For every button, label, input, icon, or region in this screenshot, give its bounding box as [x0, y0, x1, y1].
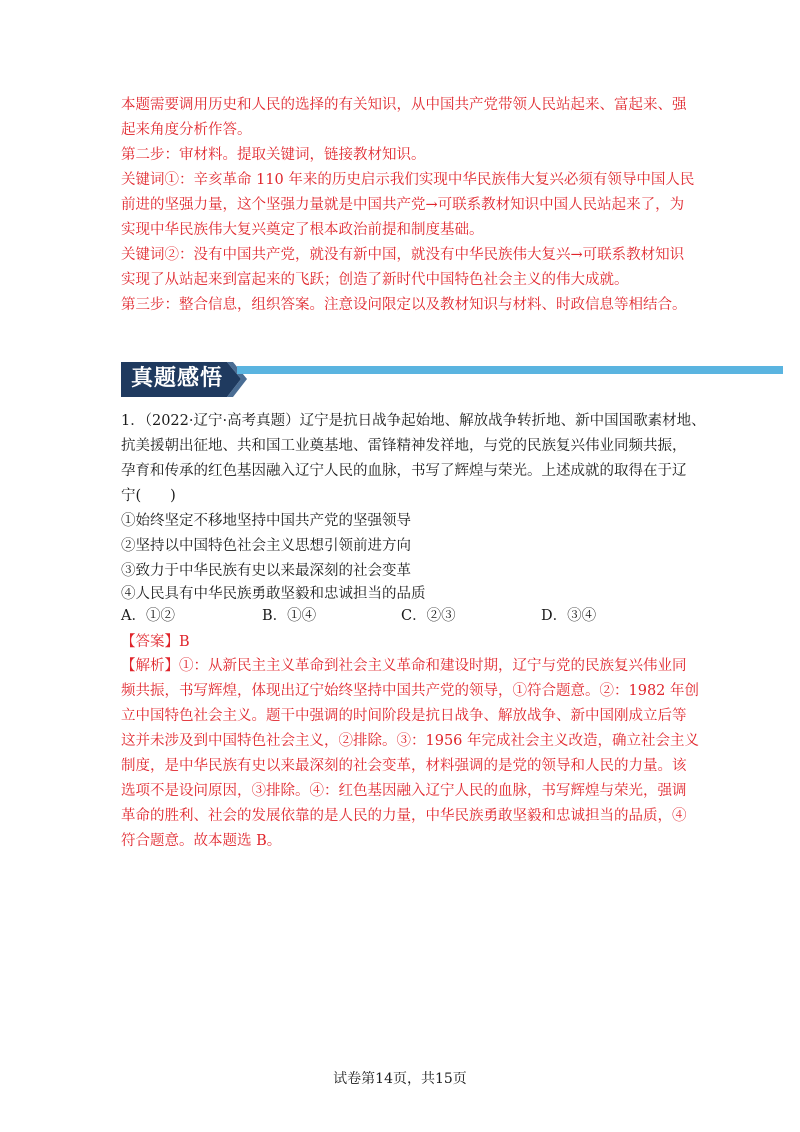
stem-line: 宁( ) — [121, 488, 176, 504]
explanation-line: 【解析】①：从新民主主义革命到社会主义革命和建设时期，辽宁与党的民族复兴伟业同 — [121, 658, 687, 674]
explanation-line: 制度，是中华民族有史以来最深刻的社会变革，材料强调的是党的领导和人民的力量。该 — [121, 758, 687, 774]
statement-item: ②坚持以中国特色社会主义思想引领前进方向 — [121, 538, 411, 554]
analysis-line: 第三步：整合信息，组织答案。注意设问限定以及教材知识与材料、时政信息等相结合。 — [121, 297, 687, 313]
option-b: B．①④ — [262, 608, 317, 624]
analysis-line: 实现了从站起来到富起来的飞跃；创造了新时代中国特色社会主义的伟大成就。 — [121, 272, 629, 288]
answer-line: 【答案】B — [121, 634, 190, 650]
statement-item: ④人民具有中华民族勇敢坚毅和忠诚担当的品质 — [121, 586, 426, 602]
banner-title: 真题感悟 — [131, 366, 224, 391]
analysis-line: 前进的坚强力量，这个坚强力量就是中国共产党→可联系教材知识中国人民站起来了，为 — [121, 197, 685, 213]
page-footer: 试卷第14页，共15页 — [333, 1071, 467, 1087]
explanation-line: 符合题意。故本题选 B。 — [121, 833, 282, 849]
explanation-line: 革命的胜利、社会的发展依靠的是人民的力量，中华民族勇敢坚毅和忠诚担当的品质，④ — [121, 808, 687, 824]
analysis-line: 关键词②：没有中国共产党，就没有新中国，就没有中华民族伟大复兴→可联系教材知识 — [121, 247, 685, 263]
stem-line: 1．（2022·辽宁·高考真题）辽宁是抗日战争起始地、解放战争转折地、新中国国歌素材地、 — [121, 413, 706, 429]
statement-item: ③致力于中华民族有史以来最深刻的社会变革 — [121, 563, 411, 579]
analysis-line: 起来角度分析作答。 — [121, 122, 252, 138]
section-banner — [121, 362, 783, 397]
option-a: A．①② — [121, 608, 175, 624]
statement-item: ①始终坚定不移地坚持中国共产党的坚强领导 — [121, 513, 411, 529]
analysis-line: 本题需要调用历史和人民的选择的有关知识，从中国共产党带领人民站起来、富起来、强 — [121, 97, 687, 113]
analysis-line: 实现中华民族伟大复兴奠定了根本政治前提和制度基础。 — [121, 222, 484, 238]
stem-line: 抗美援朝出征地、共和国工业奠基地、雷锋精神发祥地，与党的民族复兴伟业同频共振， — [121, 438, 687, 454]
explanation-line: 选项不是设问原因，③排除。④：红色基因融入辽宁人民的血脉，书写辉煌与荣光，强调 — [121, 783, 687, 799]
option-c: C．②③ — [401, 608, 456, 624]
analysis-line: 关键词①：辛亥革命 110 年来的历史启示我们实现中华民族伟大复兴必须有领导中国人民 — [121, 172, 695, 188]
option-d: D．③④ — [541, 608, 597, 624]
analysis-line: 第二步：审材料。提取关键词，链接教材知识。 — [121, 147, 426, 163]
explanation-line: 频共振，书写辉煌，体现出辽宁始终坚持中国共产党的领导，①符合题意。②：1982 年创 — [121, 683, 700, 699]
explanation-line: 这并未涉及到中国特色社会主义，②排除。③：1956 年完成社会主义改造，确立社会主义 — [121, 733, 700, 749]
explanation-line: 立中国特色社会主义。题干中强调的时间阶段是抗日战争、解放战争、新中国刚成立后等 — [121, 708, 687, 724]
stem-line: 孕育和传承的红色基因融入辽宁人民的血脉，书写了辉煌与荣光。上述成就的取得在于辽 — [121, 463, 687, 479]
